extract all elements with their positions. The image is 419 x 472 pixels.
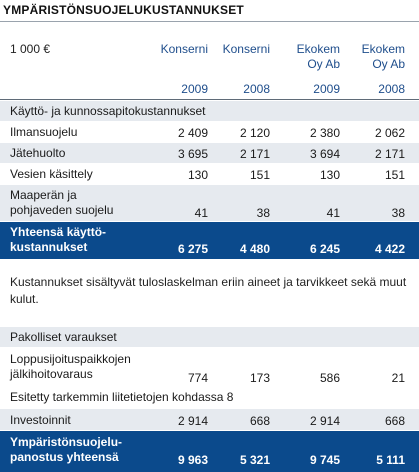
total-label <box>10 435 122 465</box>
cell-value: 3 695 <box>177 147 208 161</box>
row-label <box>10 188 113 218</box>
column-year-2: 2008 <box>243 82 270 96</box>
column-year-4: 2008 <box>378 82 405 96</box>
cell-value: 2 409 <box>177 126 208 140</box>
total-row <box>0 431 419 472</box>
row-label <box>10 352 131 382</box>
cell-value: 668 <box>249 414 270 428</box>
section-heading <box>0 101 419 121</box>
row-label-line1: Maaperän ja <box>10 188 77 202</box>
title-divider <box>0 21 419 22</box>
total-label <box>10 225 106 255</box>
total-value: 5 321 <box>239 453 270 467</box>
section-heading-label: Pakolliset varaukset <box>10 330 117 344</box>
row-label: Investoinnit <box>10 413 71 427</box>
column-header-1-name: Konserni <box>160 42 208 56</box>
cell-value: 668 <box>384 414 405 428</box>
row-label: Jätehuolto <box>10 146 66 160</box>
cell-value: 586 <box>319 371 340 385</box>
cell-value: 2 914 <box>177 414 208 428</box>
column-header-2 <box>212 42 270 57</box>
column-header-1 <box>150 42 208 57</box>
total-value: 5 111 <box>376 453 405 467</box>
total-value: 4 422 <box>374 242 405 256</box>
section-heading <box>0 327 419 347</box>
table-row <box>0 349 419 387</box>
cell-value: 151 <box>384 168 405 182</box>
column-header-3 <box>282 42 340 72</box>
column-header-4-name: Ekokem <box>361 42 405 56</box>
row-label-line1: Loppusijoituspaikkojen <box>10 352 131 366</box>
unit-label: 1 000 € <box>10 42 51 56</box>
cell-value: 2 171 <box>239 147 270 161</box>
cell-value: 38 <box>391 206 405 220</box>
cell-value: 151 <box>249 168 270 182</box>
table-row <box>0 164 419 184</box>
cell-value: 41 <box>194 206 208 220</box>
column-header-4-name2: Oy Ab <box>372 57 405 71</box>
section-heading-label: Käyttö- ja kunnossapitokustannukset <box>10 104 206 118</box>
cell-value: 2 120 <box>239 126 270 140</box>
cell-value: 41 <box>326 206 340 220</box>
row-label: Ilmansuojelu <box>10 125 78 139</box>
column-header-3-name2: Oy Ab <box>307 57 340 71</box>
total-label-line1: Yhteensä käyttö- <box>10 225 107 239</box>
total-value: 9 963 <box>177 453 208 467</box>
total-value: 6 245 <box>309 242 340 256</box>
cell-value: 2 062 <box>374 126 405 140</box>
total-value: 9 745 <box>309 453 340 467</box>
total-row <box>0 222 419 259</box>
cell-value: 3 694 <box>309 147 340 161</box>
table-row <box>0 122 419 142</box>
column-header-2-name: Konserni <box>222 42 270 56</box>
subnote-row <box>0 388 419 408</box>
row-label: Vesien käsittely <box>10 167 93 181</box>
column-year-1: 2009 <box>181 82 208 96</box>
note-text: Kustannukset sisältyvät tuloslaskelman eriin aineet ja tarvikkeet sekä muut kulut. <box>10 275 407 306</box>
page-title: YMPÄRISTÖNSUOJELUKUSTANNUKSET <box>3 3 244 17</box>
header-divider <box>0 99 419 100</box>
total-value: 4 480 <box>239 242 270 256</box>
cell-value: 21 <box>391 371 405 385</box>
subnote-text: Esitetty tarkemmin liitetietojen kohdassa 8 <box>10 390 234 404</box>
cell-value: 130 <box>187 168 208 182</box>
total-label-line1: Ympäristönsuojelu- <box>10 435 123 449</box>
cell-value: 2 914 <box>309 414 340 428</box>
column-year-3: 2009 <box>313 82 340 96</box>
total-label-line2: kustannukset <box>10 240 88 254</box>
column-header-4 <box>345 42 405 72</box>
table-row <box>0 409 419 430</box>
table-row <box>0 143 419 163</box>
total-value: 6 275 <box>177 242 208 256</box>
row-label-line2: jälkihoitovaraus <box>10 367 93 381</box>
cell-value: 38 <box>256 206 270 220</box>
cell-value: 173 <box>249 371 270 385</box>
total-label-line2: panostus yhteensä <box>10 450 119 464</box>
cell-value: 774 <box>187 371 208 385</box>
cell-value: 130 <box>319 168 340 182</box>
table-row <box>0 185 419 221</box>
cell-value: 2 380 <box>309 126 340 140</box>
row-label-line2: pohjaveden suojelu <box>10 203 114 217</box>
cell-value: 2 171 <box>374 147 405 161</box>
column-header-3-name: Ekokem <box>296 42 340 56</box>
